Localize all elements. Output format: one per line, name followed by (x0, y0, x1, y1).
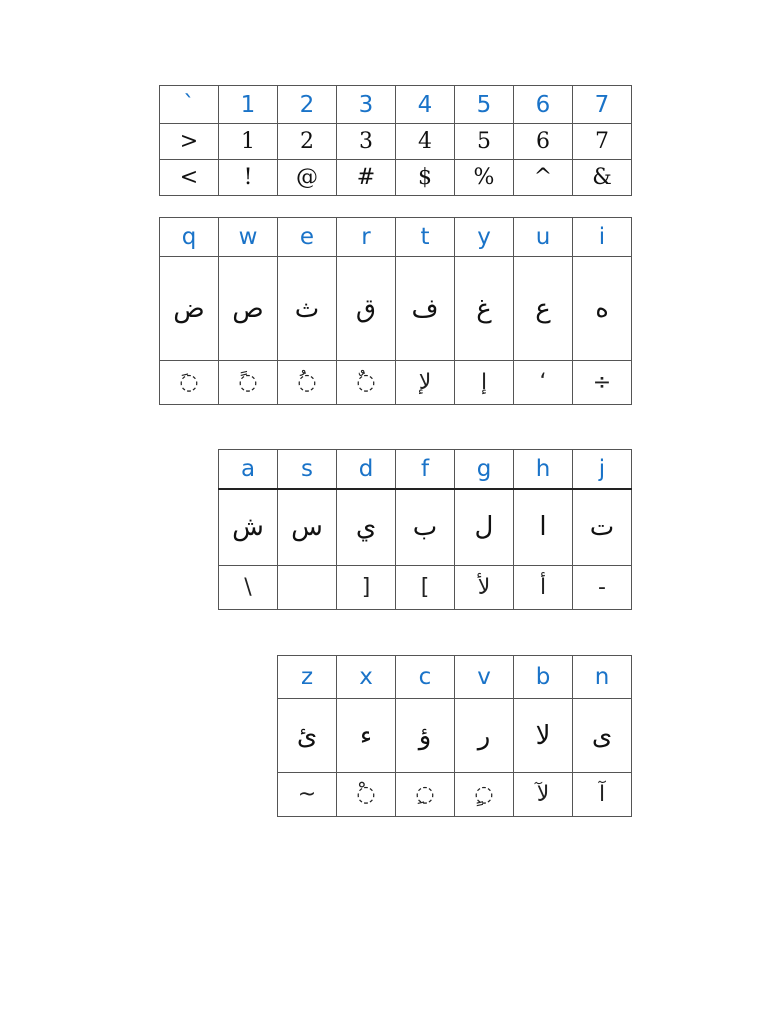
arabic-char: ه (573, 257, 632, 361)
shift-char: % (455, 160, 514, 196)
arabic-char: ث (278, 257, 337, 361)
key-label: b (514, 656, 573, 699)
shift-char: ◌ٍ (455, 773, 514, 817)
shift-char: ‘ (514, 361, 573, 405)
key-label: i (573, 218, 632, 257)
shift-char: ÷ (573, 361, 632, 405)
shift-char: لآ (514, 773, 573, 817)
primary-char: 3 (337, 124, 396, 160)
arabic-char: ف (396, 257, 455, 361)
shift-char: ! (219, 160, 278, 196)
key-label: y (455, 218, 514, 257)
arabic-char: ش (219, 489, 278, 566)
arabic-char: ض (160, 257, 219, 361)
key-label: d (337, 450, 396, 489)
arabic-char: ؤ (396, 699, 455, 773)
primary-char: 2 (278, 124, 337, 160)
shift-char: ] (337, 566, 396, 610)
number-row-table (159, 85, 632, 196)
key-label: w (219, 218, 278, 257)
number-row-keys (160, 86, 632, 124)
key-label: x (337, 656, 396, 699)
primary-char: 6 (514, 124, 573, 160)
number-row-shift (160, 160, 632, 196)
arabic-char: ء (337, 699, 396, 773)
key-label: u (514, 218, 573, 257)
shift-char: \ (219, 566, 278, 610)
arabic-char: ع (514, 257, 573, 361)
key-label: e (278, 218, 337, 257)
primary-char: > (160, 124, 219, 160)
shift-char: لإ (396, 361, 455, 405)
key-label: 1 (219, 86, 278, 124)
home-row-primary (219, 489, 632, 566)
shift-char: ◌ِ (396, 773, 455, 817)
shift-char: # (337, 160, 396, 196)
arabic-char: س (278, 489, 337, 566)
key-label: f (396, 450, 455, 489)
key-label: c (396, 656, 455, 699)
key-label: j (573, 450, 632, 489)
key-label: 6 (514, 86, 573, 124)
arabic-char: ي (337, 489, 396, 566)
arabic-char: ق (337, 257, 396, 361)
shift-char: ^ (514, 160, 573, 196)
top-row-shift (160, 361, 632, 405)
shift-char: & (573, 160, 632, 196)
key-label: 4 (396, 86, 455, 124)
key-label: q (160, 218, 219, 257)
arabic-char: غ (455, 257, 514, 361)
shift-char: ◌ْ (337, 773, 396, 817)
number-row-primary (160, 124, 632, 160)
arabic-char: ى (573, 699, 632, 773)
key-label: n (573, 656, 632, 699)
arabic-char: ب (396, 489, 455, 566)
primary-char: 7 (573, 124, 632, 160)
shift-char: - (573, 566, 632, 610)
primary-char: 1 (219, 124, 278, 160)
bottom-row-table (277, 655, 632, 817)
arabic-char: ل (455, 489, 514, 566)
arabic-char: ر (455, 699, 514, 773)
shift-char: إ (455, 361, 514, 405)
shift-char: آ (573, 773, 632, 817)
key-label: s (278, 450, 337, 489)
key-label: r (337, 218, 396, 257)
shift-char: $ (396, 160, 455, 196)
bottom-row-primary (278, 699, 632, 773)
shift-char (278, 566, 337, 610)
shift-char: [ (396, 566, 455, 610)
shift-char: ◌ً (219, 361, 278, 405)
shift-char: < (160, 160, 219, 196)
shift-char: أ (514, 566, 573, 610)
top-row-table (159, 217, 632, 405)
shift-char: @ (278, 160, 337, 196)
key-label: 7 (573, 86, 632, 124)
arabic-char: لا (514, 699, 573, 773)
top-row-primary (160, 257, 632, 361)
key-label: ` (160, 86, 219, 124)
key-label: g (455, 450, 514, 489)
key-label: 5 (455, 86, 514, 124)
key-label: 3 (337, 86, 396, 124)
key-label: t (396, 218, 455, 257)
arabic-char: ت (573, 489, 632, 566)
primary-char: 4 (396, 124, 455, 160)
key-label: v (455, 656, 514, 699)
shift-char: ◌َ (160, 361, 219, 405)
bottom-row-keys (278, 656, 632, 699)
arabic-char: ئ (278, 699, 337, 773)
key-label: 2 (278, 86, 337, 124)
arabic-char: ا (514, 489, 573, 566)
shift-char: ~ (278, 773, 337, 817)
home-row-shift (219, 566, 632, 610)
bottom-row-shift (278, 773, 632, 817)
home-row-keys (219, 450, 632, 489)
top-row-keys (160, 218, 632, 257)
key-label: z (278, 656, 337, 699)
shift-char: لأ (455, 566, 514, 610)
key-label: a (219, 450, 278, 489)
key-label: h (514, 450, 573, 489)
home-row-table (218, 449, 632, 610)
shift-char: ◌ٌ (337, 361, 396, 405)
arabic-char: ص (219, 257, 278, 361)
primary-char: 5 (455, 124, 514, 160)
shift-char: ◌ُ (278, 361, 337, 405)
